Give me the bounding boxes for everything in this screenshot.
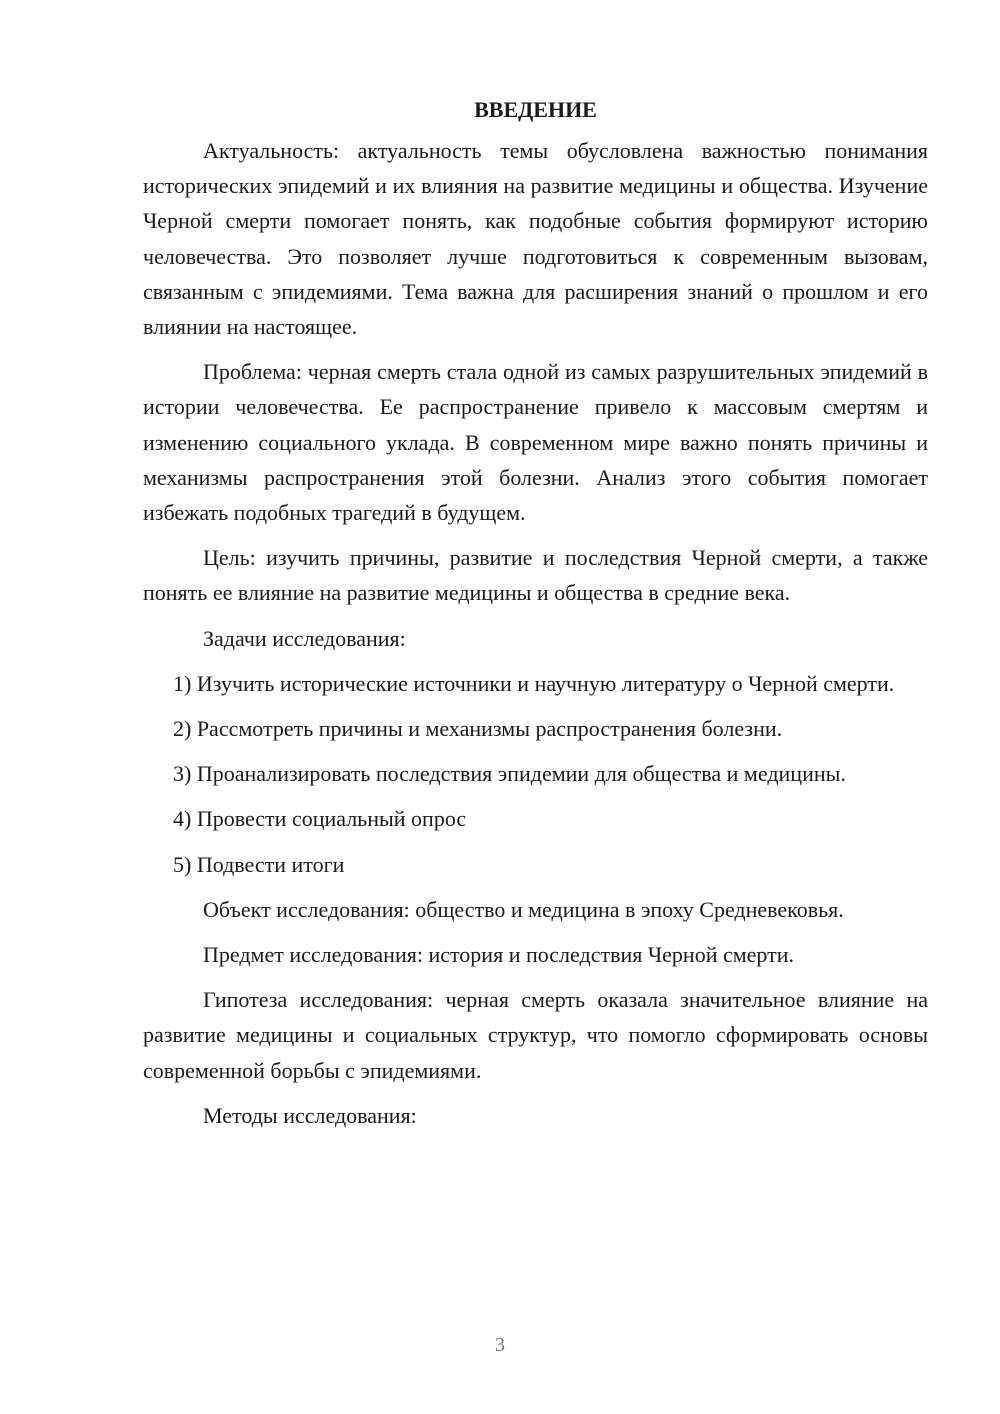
paragraph-relevance: Актуальность: актуальность темы обусловлена важностью понимания исторических эпидемий и их влияния на развитие медицины и общества. Изучение Черной смерти помогает понять, как подобные события формируют историю человечества. Это позволяет лучше подготовиться к современным вызовам, связанным с эпидемиями. Тема важна для расширения знаний о прошлом и его влиянии на настоящее. bbox=[143, 138, 928, 340]
task-item-1: 1) Изучить исторические источники и научную литературу о Черной смерти. bbox=[173, 670, 895, 696]
paragraph-tasks-heading: Задачи исследования: bbox=[203, 625, 406, 651]
task-item-2: 2) Рассмотреть причины и механизмы распространения болезни. bbox=[173, 716, 783, 742]
task-item-4: 4) Провести социальный опрос bbox=[173, 806, 467, 832]
paragraph-goal: Цель: изучить причины, развитие и последствия Черной смерти, а также понять ее влияние на развитие медицины и общества в средние века. bbox=[143, 545, 928, 606]
section-title: ВВЕДЕНИЕ bbox=[474, 97, 597, 122]
task-item-3: 3) Проанализировать последствия эпидемии для общества и медицины. bbox=[173, 761, 846, 787]
paragraph-hypothesis: Гипотеза исследования: черная смерть оказала значительное влияние на развитие медицины и социальных структур, что помогло сформировать основы современной борьбы с эпидемиями. bbox=[143, 987, 928, 1083]
paragraph-object: Объект исследования: общество и медицина в эпоху Средневековья. bbox=[203, 896, 844, 922]
paragraph-methods: Методы исследования: bbox=[203, 1102, 417, 1128]
document-page bbox=[143, 92, 928, 1133]
paragraph-subject: Предмет исследования: история и последствия Черной смерти. bbox=[203, 942, 795, 968]
page-number: 3 bbox=[495, 1334, 505, 1356]
task-item-5: 5) Подвести итоги bbox=[173, 851, 345, 877]
paragraph-problem: Проблема: черная смерть стала одной из самых разрушительных эпидемий в истории человечества. Ее распространение привело к массовым смертям и изменению социального уклада. В современном мире важно понять причины и механизмы распространения этой болезни. Анализ этого события помогает избежать подобных трагедий в будущем. bbox=[143, 359, 928, 526]
